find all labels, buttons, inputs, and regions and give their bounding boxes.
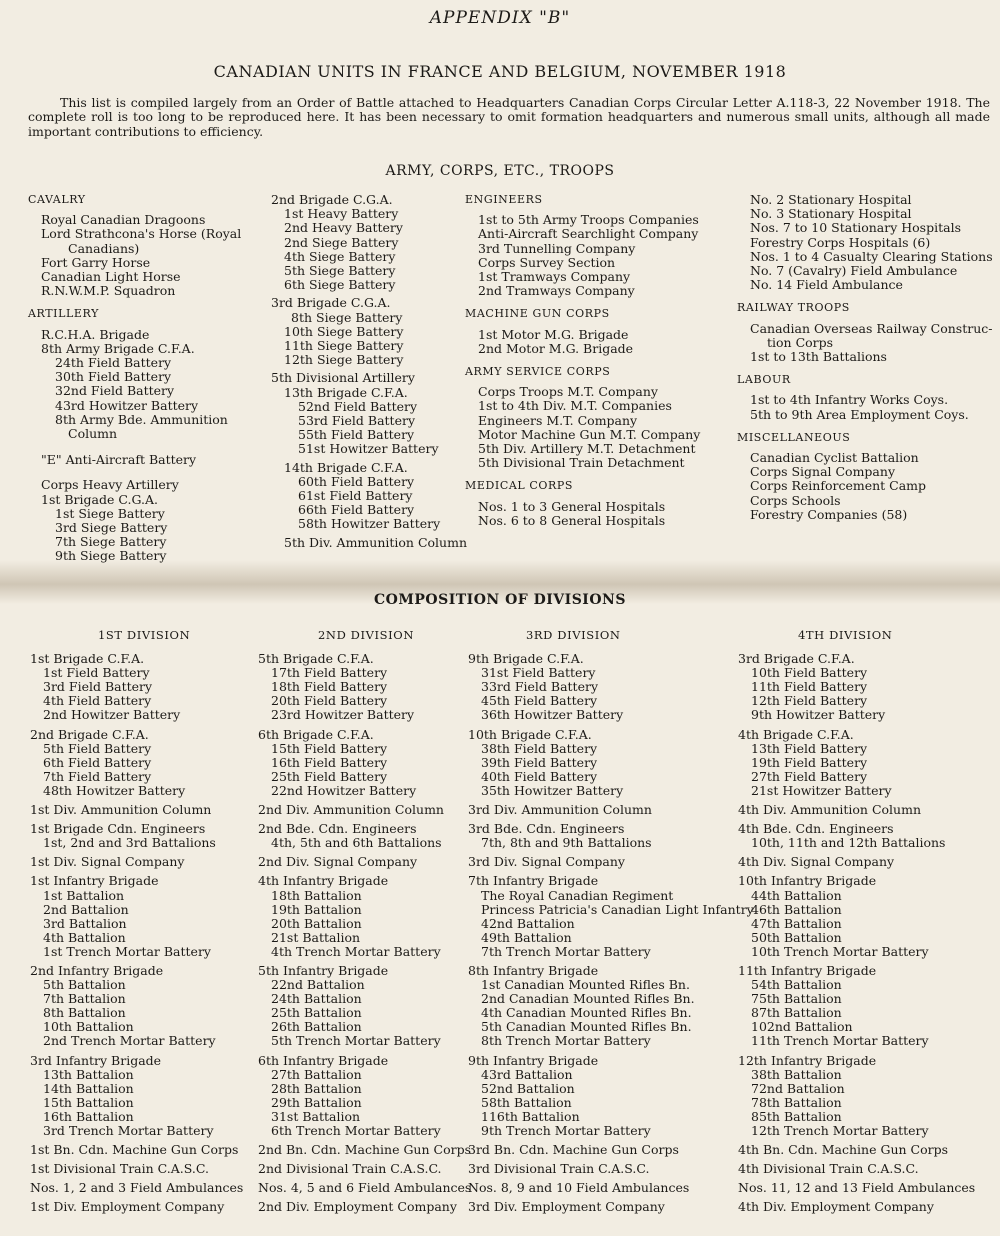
unit-item: 7th, 8th and 9th Battalions bbox=[481, 835, 652, 851]
unit-item: 23rd Howitzer Battery bbox=[271, 707, 415, 723]
unit-item: tion Corps bbox=[767, 334, 834, 350]
unit-item: 22nd Battalion bbox=[271, 977, 365, 993]
unit-item: 10th Battalion bbox=[43, 1019, 134, 1035]
formation-item: 4th Div. Signal Company bbox=[738, 854, 895, 870]
unit-item: Lord Strathcona's Horse (Royal bbox=[41, 226, 242, 242]
unit-item: 50th Battalion bbox=[751, 929, 842, 945]
formation-item: 4th Brigade C.F.A. bbox=[738, 726, 854, 742]
unit-item: 10th, 11th and 12th Battalions bbox=[751, 835, 946, 851]
unit-item: 58th Battalion bbox=[481, 1094, 572, 1110]
unit-item: 1st Motor M.G. Brigade bbox=[478, 326, 629, 342]
unit-item: Princess Patricia's Canadian Light Infantry bbox=[481, 901, 754, 917]
unit-group bbox=[30, 1200, 243, 1214]
unit-item: 48th Howitzer Battery bbox=[43, 782, 186, 798]
unit-item: 5th Battalion bbox=[43, 977, 126, 993]
section-heading-medical-corps: MEDICAL CORPS bbox=[465, 479, 574, 493]
unit-item: 33rd Field Battery bbox=[481, 679, 599, 695]
formation-item: 3rd Bn. Cdn. Machine Gun Corps bbox=[468, 1142, 679, 1158]
unit-item: 20th Field Battery bbox=[271, 693, 388, 709]
unit-item: 25th Field Battery bbox=[271, 768, 388, 784]
unit-item: 1st Siege Battery bbox=[55, 505, 165, 521]
section-heading-labour: LABOUR bbox=[737, 373, 791, 387]
unit-item: 4th Field Battery bbox=[43, 693, 152, 709]
unit-item: 39th Field Battery bbox=[481, 754, 598, 770]
unit-item: 54th Battalion bbox=[751, 977, 842, 993]
unit-group bbox=[738, 1054, 975, 1139]
unit-item: 27th Battalion bbox=[271, 1066, 362, 1082]
unit-item: 12th Trench Mortar Battery bbox=[751, 1123, 929, 1138]
unit-item: 1st Heavy Battery bbox=[284, 206, 399, 222]
division-column-3 bbox=[468, 628, 754, 1219]
unit-item: Corps Schools bbox=[750, 492, 841, 508]
unit-group bbox=[738, 1181, 975, 1195]
formation-item: 3rd Infantry Brigade bbox=[30, 1052, 162, 1068]
unit-item: 87th Battalion bbox=[751, 1005, 842, 1021]
page-title: CANADIAN UNITS IN FRANCE AND BELGIUM, NOVEMBER 1918 bbox=[213, 62, 787, 81]
division-column-4 bbox=[738, 628, 975, 1219]
unit-item: 47th Battalion bbox=[751, 915, 842, 931]
unit-group bbox=[468, 1143, 754, 1157]
unit-group bbox=[468, 1054, 754, 1139]
unit-item: 1st to 13th Battalions bbox=[750, 349, 887, 365]
unit-item: 46th Battalion bbox=[751, 901, 842, 917]
unit-group bbox=[258, 1054, 471, 1139]
unit-item: 1st Tramways Company bbox=[478, 269, 631, 285]
unit-group bbox=[258, 1181, 471, 1195]
unit-item: 75th Battalion bbox=[751, 991, 842, 1007]
unit-item: 2nd Siege Battery bbox=[284, 234, 399, 250]
formation-item: 2nd Infantry Brigade bbox=[30, 962, 164, 978]
unit-item: 20th Battalion bbox=[271, 915, 362, 931]
unit-item: 61st Field Battery bbox=[298, 488, 413, 504]
unit-item: 5th Canadian Mounted Rifles Bn. bbox=[481, 1019, 692, 1035]
unit-item: 102nd Battalion bbox=[751, 1019, 853, 1035]
unit-item: 3rd Field Battery bbox=[43, 679, 153, 695]
unit-item: 16th Field Battery bbox=[271, 754, 388, 770]
unit-item: Canadians) bbox=[68, 240, 140, 256]
unit-item: Forestry Corps Hospitals (6) bbox=[750, 234, 931, 250]
formation-item: 11th Infantry Brigade bbox=[738, 962, 877, 978]
unit-item: 8th Siege Battery bbox=[291, 309, 403, 325]
unit-item: 3rd Trench Mortar Battery bbox=[43, 1123, 214, 1138]
unit-item: 5th Divisional Artillery bbox=[271, 370, 415, 386]
unit-item: 13th Brigade C.F.A. bbox=[284, 384, 408, 400]
division-heading: 2ND DIVISION bbox=[318, 628, 414, 642]
unit-item: 3rd Brigade C.G.A. bbox=[271, 295, 391, 311]
formation-item: 2nd Brigade C.F.A. bbox=[30, 726, 149, 742]
unit-item: 19th Battalion bbox=[271, 901, 362, 917]
unit-item: 2nd Tramways Company bbox=[478, 283, 635, 299]
unit-item: 21st Battalion bbox=[271, 929, 361, 945]
unit-item: R.C.H.A. Brigade bbox=[41, 326, 150, 342]
unit-group bbox=[468, 728, 754, 798]
unit-item: 6th Trench Mortar Battery bbox=[271, 1123, 441, 1138]
unit-item: 17th Field Battery bbox=[271, 665, 388, 681]
unit-group bbox=[258, 1143, 471, 1157]
division-heading: 3RD DIVISION bbox=[526, 628, 621, 642]
unit-group bbox=[738, 1200, 975, 1214]
unit-item: Corps Signal Company bbox=[750, 464, 896, 480]
unit-item: 7th Trench Mortar Battery bbox=[481, 943, 651, 959]
unit-item: 8th Army Bde. Ammunition bbox=[55, 411, 228, 427]
unit-item: Motor Machine Gun M.T. Company bbox=[478, 426, 701, 442]
unit-group bbox=[30, 728, 243, 798]
section-heading-machine-gun-corps: MACHINE GUN CORPS bbox=[465, 307, 610, 321]
unit-group bbox=[468, 855, 754, 869]
unit-item: 9th Trench Mortar Battery bbox=[481, 1123, 651, 1138]
unit-item: 14th Battalion bbox=[43, 1080, 134, 1096]
unit-item: 7th Field Battery bbox=[43, 768, 152, 784]
unit-item: 3rd Siege Battery bbox=[55, 520, 168, 536]
formation-item: 8th Infantry Brigade bbox=[468, 962, 599, 978]
formation-item: 3rd Div. Signal Company bbox=[468, 854, 625, 870]
unit-group bbox=[258, 964, 471, 1049]
formation-item: 2nd Bn. Cdn. Machine Gun Corps bbox=[258, 1142, 471, 1158]
unit-item: 4th Canadian Mounted Rifles Bn. bbox=[481, 1005, 692, 1021]
unit-item: Canadian Cyclist Battalion bbox=[750, 450, 919, 466]
army-column-1 bbox=[28, 193, 241, 564]
unit-item: 5th Div. Artillery M.T. Detachment bbox=[478, 441, 696, 457]
unit-group bbox=[738, 874, 975, 959]
unit-item: 8th Trench Mortar Battery bbox=[481, 1033, 651, 1049]
formation-item: 1st Div. Ammunition Column bbox=[30, 802, 212, 818]
unit-item: 2nd Canadian Mounted Rifles Bn. bbox=[481, 991, 695, 1007]
unit-item: 26th Battalion bbox=[271, 1019, 362, 1035]
unit-group bbox=[738, 803, 975, 817]
unit-item: 1st, 2nd and 3rd Battalions bbox=[43, 835, 216, 851]
unit-item: No. 14 Field Ambulance bbox=[750, 277, 903, 293]
formation-item: 2nd Div. Signal Company bbox=[258, 854, 418, 870]
unit-item: 60th Field Battery bbox=[298, 473, 415, 489]
unit-item: No. 3 Stationary Hospital bbox=[750, 206, 912, 222]
unit-item: 8th Battalion bbox=[43, 1005, 126, 1021]
unit-group bbox=[30, 1143, 243, 1157]
unit-item: 19th Field Battery bbox=[751, 754, 868, 770]
unit-group bbox=[258, 652, 471, 722]
unit-item: 4th Trench Mortar Battery bbox=[271, 943, 441, 959]
formation-item: Nos. 1, 2 and 3 Field Ambulances bbox=[30, 1180, 244, 1196]
formation-item: 1st Divisional Train C.A.S.C. bbox=[30, 1161, 209, 1177]
unit-item: 32nd Field Battery bbox=[55, 383, 175, 399]
formation-item: 3rd Div. Ammunition Column bbox=[468, 802, 652, 818]
unit-group bbox=[468, 1200, 754, 1214]
army-troops-heading: ARMY, CORPS, ETC., TROOPS bbox=[385, 163, 615, 179]
unit-item: 10th Siege Battery bbox=[284, 323, 404, 339]
division-column-2 bbox=[258, 628, 471, 1219]
unit-item: 3rd Tunnelling Company bbox=[478, 240, 636, 256]
unit-item: 1st to 4th Div. M.T. Companies bbox=[478, 398, 672, 414]
unit-group bbox=[258, 728, 471, 798]
unit-group bbox=[738, 1143, 975, 1157]
unit-item: 7th Siege Battery bbox=[55, 534, 167, 550]
unit-item: Nos. 1 to 4 Casualty Clearing Stations bbox=[750, 248, 993, 264]
unit-item: 9th Siege Battery bbox=[55, 548, 167, 564]
formation-item: 3rd Divisional Train C.A.S.C. bbox=[468, 1161, 650, 1177]
formation-item: 7th Infantry Brigade bbox=[468, 873, 599, 889]
unit-item: 13th Field Battery bbox=[751, 740, 868, 756]
unit-item: 36th Howitzer Battery bbox=[481, 707, 624, 723]
unit-item: 55th Field Battery bbox=[298, 427, 415, 443]
unit-group bbox=[30, 1181, 243, 1195]
formation-item: 6th Infantry Brigade bbox=[258, 1052, 389, 1068]
unit-item: 45th Field Battery bbox=[481, 693, 598, 709]
unit-item: 27th Field Battery bbox=[751, 768, 868, 784]
unit-item: 11th Siege Battery bbox=[284, 338, 404, 354]
unit-item: 72nd Battalion bbox=[751, 1080, 845, 1096]
formation-item: 1st Brigade Cdn. Engineers bbox=[30, 821, 206, 837]
formation-item: 2nd Bde. Cdn. Engineers bbox=[258, 821, 417, 837]
unit-item: 58th Howitzer Battery bbox=[298, 516, 441, 532]
unit-item: 30th Field Battery bbox=[55, 369, 172, 385]
unit-group bbox=[468, 1181, 754, 1195]
unit-item: 49th Battalion bbox=[481, 929, 572, 945]
unit-item: 4th Siege Battery bbox=[284, 248, 396, 264]
formation-item: 2nd Divisional Train C.A.S.C. bbox=[258, 1161, 442, 1177]
unit-item: 5th Div. Ammunition Column bbox=[284, 534, 467, 550]
unit-group bbox=[468, 1162, 754, 1176]
unit-group bbox=[258, 822, 471, 850]
unit-item: 38th Battalion bbox=[751, 1066, 842, 1082]
formation-item: 3rd Bde. Cdn. Engineers bbox=[468, 821, 625, 837]
formation-item: 4th Div. Employment Company bbox=[738, 1199, 934, 1215]
unit-item: 14th Brigade C.F.A. bbox=[284, 459, 408, 475]
formation-item: 9th Brigade C.F.A. bbox=[468, 651, 584, 667]
army-column-4 bbox=[737, 193, 993, 522]
unit-item: 2nd Brigade C.G.A. bbox=[271, 192, 393, 207]
unit-item: 51st Howitzer Battery bbox=[298, 441, 439, 457]
unit-item: 2nd Battalion bbox=[43, 901, 129, 917]
unit-item: Column bbox=[68, 426, 118, 442]
unit-item: 18th Battalion bbox=[271, 887, 362, 903]
unit-item: 10th Field Battery bbox=[751, 665, 868, 681]
formation-item: 4th Div. Ammunition Column bbox=[738, 802, 921, 818]
unit-item: 3rd Battalion bbox=[43, 915, 127, 931]
unit-item: No. 7 (Cavalry) Field Ambulance bbox=[750, 263, 958, 279]
unit-item: 12th Siege Battery bbox=[284, 352, 404, 368]
unit-item: 6th Field Battery bbox=[43, 754, 152, 770]
unit-item: 1st Field Battery bbox=[43, 665, 150, 681]
unit-item: 1st Canadian Mounted Rifles Bn. bbox=[481, 977, 690, 993]
unit-item: 5th Siege Battery bbox=[284, 263, 396, 279]
unit-item: 42nd Battalion bbox=[481, 915, 575, 931]
formation-item: 10th Brigade C.F.A. bbox=[468, 726, 592, 742]
unit-item: 13th Battalion bbox=[43, 1066, 134, 1082]
unit-item: 9th Howitzer Battery bbox=[751, 707, 886, 723]
appendix-heading: APPENDIX "B" bbox=[429, 8, 571, 28]
division-heading: 4TH DIVISION bbox=[798, 628, 893, 642]
unit-item: 5th Field Battery bbox=[43, 740, 152, 756]
section-heading-railway-troops: RAILWAY TROOPS bbox=[737, 301, 850, 315]
unit-group bbox=[258, 1162, 471, 1176]
unit-item: Canadian Overseas Railway Construc- bbox=[750, 320, 993, 336]
unit-item: 1st Brigade C.G.A. bbox=[41, 491, 158, 507]
unit-group bbox=[30, 964, 243, 1049]
unit-group bbox=[468, 803, 754, 817]
unit-item: Nos. 1 to 3 General Hospitals bbox=[478, 498, 666, 514]
unit-item: R.N.W.M.P. Squadron bbox=[41, 283, 176, 299]
unit-group bbox=[738, 822, 975, 850]
unit-item: 25th Battalion bbox=[271, 1005, 362, 1021]
unit-item: 12th Field Battery bbox=[751, 693, 868, 709]
unit-item: 53rd Field Battery bbox=[298, 413, 416, 429]
formation-item: 1st Infantry Brigade bbox=[30, 873, 159, 889]
unit-item: 2nd Howitzer Battery bbox=[43, 707, 181, 723]
formation-item: 1st Div. Employment Company bbox=[30, 1199, 225, 1215]
formation-item: 2nd Div. Ammunition Column bbox=[258, 802, 444, 818]
unit-item: 52nd Battalion bbox=[481, 1080, 575, 1096]
unit-item: Nos. 6 to 8 General Hospitals bbox=[478, 512, 666, 528]
section-heading-cavalry: CAVALRY bbox=[28, 193, 86, 206]
unit-item: 28th Battalion bbox=[271, 1080, 362, 1096]
unit-item: 22nd Howitzer Battery bbox=[271, 782, 417, 798]
unit-group bbox=[738, 1162, 975, 1176]
section-heading-engineers: ENGINEERS bbox=[465, 193, 543, 206]
unit-item: Anti-Aircraft Searchlight Company bbox=[478, 226, 699, 242]
unit-item: No. 2 Stationary Hospital bbox=[750, 192, 912, 207]
unit-item: 44th Battalion bbox=[751, 887, 842, 903]
formation-item: 5th Brigade C.F.A. bbox=[258, 651, 374, 667]
unit-group bbox=[468, 822, 754, 850]
formation-item: 2nd Div. Employment Company bbox=[258, 1199, 457, 1215]
unit-item: 31st Field Battery bbox=[481, 665, 596, 681]
formation-item: 9th Infantry Brigade bbox=[468, 1052, 599, 1068]
unit-item: 31st Battalion bbox=[271, 1108, 361, 1124]
unit-item: Canadian Light Horse bbox=[41, 269, 181, 285]
unit-item: Nos. 7 to 10 Stationary Hospitals bbox=[750, 220, 961, 236]
unit-item: 66th Field Battery bbox=[298, 502, 415, 518]
unit-item: 85th Battalion bbox=[751, 1108, 842, 1124]
unit-item: Forestry Companies (58) bbox=[750, 506, 908, 522]
unit-item: 2nd Heavy Battery bbox=[284, 220, 403, 236]
formation-item: 4th Infantry Brigade bbox=[258, 873, 389, 889]
formation-item: Nos. 11, 12 and 13 Field Ambulances bbox=[738, 1180, 976, 1196]
section-heading-miscellaneous: MISCELLANEOUS bbox=[737, 430, 851, 444]
formation-item: 5th Infantry Brigade bbox=[258, 962, 389, 978]
unit-item: Fort Garry Horse bbox=[41, 254, 151, 270]
unit-item: Royal Canadian Dragoons bbox=[41, 212, 206, 228]
unit-item: Engineers M.T. Company bbox=[478, 412, 638, 428]
unit-item: 15th Field Battery bbox=[271, 740, 388, 756]
unit-group bbox=[30, 822, 243, 850]
unit-group bbox=[30, 874, 243, 959]
unit-item: 40th Field Battery bbox=[481, 768, 598, 784]
formation-item: Nos. 4, 5 and 6 Field Ambulances bbox=[258, 1180, 472, 1196]
unit-group bbox=[30, 803, 243, 817]
unit-item: The Royal Canadian Regiment bbox=[481, 887, 674, 903]
unit-item: 52nd Field Battery bbox=[298, 398, 418, 414]
unit-item: 18th Field Battery bbox=[271, 679, 388, 695]
formation-item: 4th Divisional Train C.A.S.C. bbox=[738, 1161, 919, 1177]
formation-item: 3rd Div. Employment Company bbox=[468, 1199, 665, 1215]
unit-group bbox=[30, 652, 243, 722]
unit-item: 11th Field Battery bbox=[751, 679, 868, 695]
unit-item: 35th Howitzer Battery bbox=[481, 782, 624, 798]
unit-item: 24th Battalion bbox=[271, 991, 362, 1007]
unit-group bbox=[738, 964, 975, 1049]
section-heading-artillery: ARTILLERY bbox=[28, 307, 99, 321]
unit-item: 6th Siege Battery bbox=[284, 277, 396, 293]
unit-group bbox=[258, 874, 471, 959]
unit-group bbox=[468, 652, 754, 722]
unit-item: 24th Field Battery bbox=[55, 355, 172, 371]
unit-group bbox=[258, 803, 471, 817]
unit-item: 1st to 4th Infantry Works Coys. bbox=[750, 392, 949, 408]
unit-item: 1st Trench Mortar Battery bbox=[43, 943, 211, 959]
unit-item: 11th Trench Mortar Battery bbox=[751, 1033, 929, 1049]
division-heading: 1ST DIVISION bbox=[98, 628, 191, 642]
formation-item: 1st Bn. Cdn. Machine Gun Corps bbox=[30, 1142, 239, 1158]
unit-group bbox=[468, 964, 754, 1049]
unit-item: 2nd Motor M.G. Brigade bbox=[478, 340, 634, 356]
unit-group bbox=[738, 728, 975, 798]
unit-item: Corps Reinforcement Camp bbox=[750, 478, 927, 494]
unit-item: 15th Battalion bbox=[43, 1094, 134, 1110]
unit-item: 43rd Howitzer Battery bbox=[55, 397, 199, 413]
composition-heading: COMPOSITION OF DIVISIONS bbox=[374, 592, 626, 608]
division-column-1 bbox=[30, 628, 243, 1219]
unit-item: 7th Battalion bbox=[43, 991, 126, 1007]
unit-group bbox=[738, 855, 975, 869]
unit-item: Corps Troops M.T. Company bbox=[478, 384, 658, 400]
unit-item: 116th Battalion bbox=[481, 1108, 580, 1124]
unit-group bbox=[468, 874, 754, 959]
unit-item: 4th, 5th and 6th Battalions bbox=[271, 835, 442, 851]
unit-item: 38th Field Battery bbox=[481, 740, 598, 756]
unit-item: 1st to 5th Army Troops Companies bbox=[478, 212, 699, 228]
formation-item: 4th Bde. Cdn. Engineers bbox=[738, 821, 894, 837]
unit-item: 43rd Battalion bbox=[481, 1066, 573, 1082]
unit-item: 2nd Trench Mortar Battery bbox=[43, 1033, 216, 1049]
formation-item: Nos. 8, 9 and 10 Field Ambulances bbox=[468, 1180, 690, 1196]
unit-group bbox=[30, 1162, 243, 1176]
formation-item: 6th Brigade C.F.A. bbox=[258, 726, 374, 742]
unit-item: 21st Howitzer Battery bbox=[751, 782, 892, 798]
formation-item: 12th Infantry Brigade bbox=[738, 1052, 877, 1068]
formation-item: 3rd Brigade C.F.A. bbox=[738, 651, 855, 667]
unit-group bbox=[738, 652, 975, 722]
formation-item: 1st Div. Signal Company bbox=[30, 854, 185, 870]
formation-item: 1st Brigade C.F.A. bbox=[30, 651, 145, 667]
unit-item: 78th Battalion bbox=[751, 1094, 842, 1110]
formation-item: 4th Bn. Cdn. Machine Gun Corps bbox=[738, 1142, 949, 1158]
unit-item: 5th Divisional Train Detachment bbox=[478, 455, 685, 471]
unit-item: 29th Battalion bbox=[271, 1094, 362, 1110]
formation-item: 10th Infantry Brigade bbox=[738, 873, 877, 889]
unit-item: 8th Army Brigade C.F.A. bbox=[41, 340, 195, 356]
unit-item: 1st Battalion bbox=[43, 887, 125, 903]
unit-item: 4th Battalion bbox=[43, 929, 126, 945]
unit-item: "E" Anti-Aircraft Battery bbox=[41, 452, 197, 468]
unit-item: Corps Survey Section bbox=[478, 254, 616, 270]
unit-item: 5th Trench Mortar Battery bbox=[271, 1033, 441, 1049]
unit-group bbox=[258, 1200, 471, 1214]
army-column-2 bbox=[271, 193, 467, 550]
army-column-3 bbox=[465, 193, 700, 528]
unit-group bbox=[30, 1054, 243, 1139]
unit-item: 10th Trench Mortar Battery bbox=[751, 943, 929, 959]
intro-paragraph: This list is compiled largely from an Order of Battle attached to Headquarters Canadian Corps Circular Letter A.118-3, 22 November 1918. The complete roll is too long to be reproduced here. It has been necessary to omit formation headquarters and numerous small units, although all made important contributions to efficiency. bbox=[28, 95, 990, 139]
unit-item: 5th to 9th Area Employment Coys. bbox=[750, 406, 969, 422]
unit-item: Corps Heavy Artillery bbox=[41, 477, 179, 493]
unit-group bbox=[30, 855, 243, 869]
unit-group bbox=[258, 855, 471, 869]
section-heading-army-service-corps: ARMY SERVICE CORPS bbox=[465, 365, 611, 379]
unit-item: 16th Battalion bbox=[43, 1108, 134, 1124]
